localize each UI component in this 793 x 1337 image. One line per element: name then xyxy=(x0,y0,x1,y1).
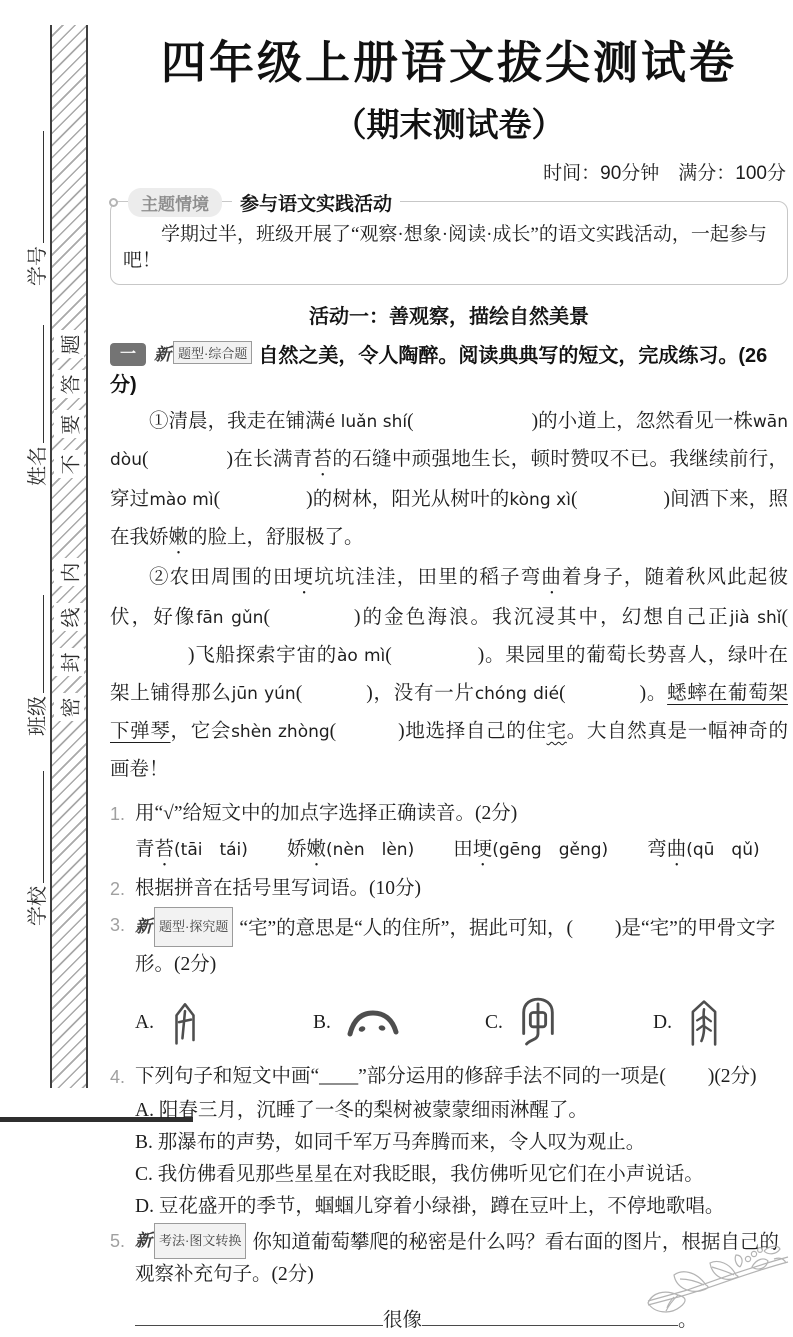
passage-paragraph-1: ①清晨，我走在铺满é luǎn shí( )的小道上，忽然看见一株wān dòu( )在长满青苔的石缝中顽强地生长，顿时赞叹不已。我继续前行，穿过mào mì( )的树林，阳光从树叶的kòng xì( )间洒下来，照在我娇嫩的脸上，舒服极了。 xyxy=(110,411,788,548)
fill-connector: 很像 xyxy=(383,1310,423,1331)
seal-character: 答 xyxy=(54,370,84,398)
question-2-text: 根据拼音在括号里写词语。(10分) xyxy=(135,878,421,899)
seal-text-upper xyxy=(50,330,88,478)
seal-character: 线 xyxy=(54,603,84,631)
new-question-type-badge: 新 题型·综合题 xyxy=(154,340,252,365)
question-4-option-d: D. 豆花盛开的季节，蝈蝈儿穿着小绿褂，蹲在豆叶上，不停地歌唱。 xyxy=(135,1196,725,1217)
theme-header xyxy=(123,188,400,217)
question-1 xyxy=(110,796,788,871)
section-one-header xyxy=(110,339,788,397)
activity-heading: 活动一：善观察，描绘自然美景 xyxy=(309,306,589,328)
student-name-label: 姓名 xyxy=(27,446,49,486)
section-number-badge: 一 xyxy=(110,343,146,366)
question-3-text: 新 题型·探究题 “宅”的意思是“人的住所”，据此可知，( )是“宅”的甲骨文字形。(2分) xyxy=(135,907,788,983)
school-field xyxy=(21,771,50,926)
theme-content: 学期过半，班级开展了“观察·想象·阅读·成长”的语文实践活动，一起参与吧！ xyxy=(123,224,767,271)
student-number-label: 学号 xyxy=(27,246,49,286)
question-5-text: 新 考法·图文转换 你知道葡萄攀爬的秘密是什么吗？看右面的图片，根据自己的观察补充句子。(2分) xyxy=(135,1223,788,1291)
question-4-option-b: B. 那瀑布的声势，如同千军万马奔腾而来，令人叹为观止。 xyxy=(135,1132,646,1153)
option-a xyxy=(135,997,313,1049)
student-name-blank-line xyxy=(39,325,44,443)
answer-blank-1 xyxy=(135,1306,383,1326)
fill-period: 。 xyxy=(678,1310,698,1331)
question-list xyxy=(110,796,788,1337)
option-b xyxy=(313,1005,485,1041)
seal-line-hatched-band xyxy=(50,25,88,1088)
oracle-house-pig-icon xyxy=(686,996,722,1050)
question-5-number: 5. xyxy=(110,1231,126,1251)
exam-page xyxy=(110,0,788,1337)
question-1-options: 青苔(tāi tái) 娇嫩(nèn lèn) 田埂(gēng gěng) 弯曲(qū qǔ) xyxy=(135,839,760,860)
seal-character: 密 xyxy=(54,693,84,721)
question-4 xyxy=(110,1059,788,1223)
option-a-letter: A. xyxy=(135,1012,154,1033)
student-number-field xyxy=(21,131,50,286)
answer-blank-2 xyxy=(422,1306,678,1326)
question-1-number: 1. xyxy=(110,804,126,824)
theme-title: 参与语文实践活动 xyxy=(232,189,400,216)
new-question-type-badge: 新 题型·探究题 xyxy=(135,907,233,947)
question-3-options xyxy=(135,993,788,1053)
school-label: 学校 xyxy=(27,886,49,926)
class-blank-line xyxy=(39,595,44,693)
student-number-blank-line xyxy=(39,131,44,243)
seal-character: 封 xyxy=(54,648,84,676)
passage-paragraph-2: ②农田周围的田埂坑坑洼洼，田里的稻子弯曲着身子，随着秋风此起彼伏，好像fān gǔn( )的金色海浪。我沉浸其中，幻想自己正jià shǐ()飞船探索宇宙的ào mì( )。果园里的葡萄长势喜人，绿叶在架上铺得那么jūn yún( )，没有一片chóng dié( )。蟋蟀在葡萄架下弹琴，它会shèn zhòng( )地选择自己的住宅。大自然真是一幅神奇的画卷！ xyxy=(110,567,788,780)
seal-text-lower xyxy=(50,558,88,721)
option-c xyxy=(485,995,653,1051)
new-method-badge: 新 考法·图文转换 xyxy=(135,1223,246,1259)
question-4-option-c: C. 我仿佛看见那些星星在对我眨眼，我仿佛听见它们在小声说话。 xyxy=(135,1164,704,1185)
grape-vine-illustration xyxy=(644,1239,792,1327)
class-label: 班级 xyxy=(27,696,49,736)
question-5 xyxy=(110,1223,788,1337)
class-field xyxy=(21,595,50,736)
oracle-roof-arch-icon xyxy=(345,1006,401,1040)
reading-passage xyxy=(110,403,788,788)
seal-character: 不 xyxy=(54,450,84,478)
student-name-field xyxy=(21,325,50,486)
seal-character: 内 xyxy=(54,558,84,586)
seal-character: 题 xyxy=(54,330,84,358)
question-4-text: 下列句子和短文中画“____”部分运用的修辞手法不同的一项是( )(2分) xyxy=(135,1066,757,1087)
question-3 xyxy=(110,907,788,1053)
option-d xyxy=(653,996,788,1050)
question-2 xyxy=(110,871,788,907)
page-title: 四年级上册语文拔尖测试卷 xyxy=(160,37,737,88)
question-3-number: 3. xyxy=(110,915,126,935)
seal-character: 要 xyxy=(54,410,84,438)
time-score-meta: 时间：90分钟 满分：100分 xyxy=(543,163,786,184)
option-d-letter: D. xyxy=(653,1012,672,1033)
page-subtitle: （期末测试卷） xyxy=(333,106,565,143)
theme-context-box xyxy=(110,194,788,285)
school-blank-line xyxy=(39,771,44,883)
circle-marker-icon xyxy=(109,198,118,207)
question-2-number: 2. xyxy=(110,879,126,899)
option-c-letter: C. xyxy=(485,1012,503,1033)
question-4-option-a: A. 阳春三月，沉睡了一冬的梨树被蒙蒙细雨淋醒了。 xyxy=(135,1100,588,1121)
oracle-house-insect-icon xyxy=(517,995,559,1051)
theme-badge: 主题情境 xyxy=(128,188,222,217)
question-1-text: 用“√”给短文中的加点字选择正确读音。(2分) xyxy=(135,803,518,824)
option-b-letter: B. xyxy=(313,1012,331,1033)
oracle-house-person-icon xyxy=(168,997,202,1049)
question-4-number: 4. xyxy=(110,1067,126,1087)
section-title: 自然之美，令人陶醉。阅读典典写的短文，完成练习。(26分) xyxy=(110,345,768,396)
